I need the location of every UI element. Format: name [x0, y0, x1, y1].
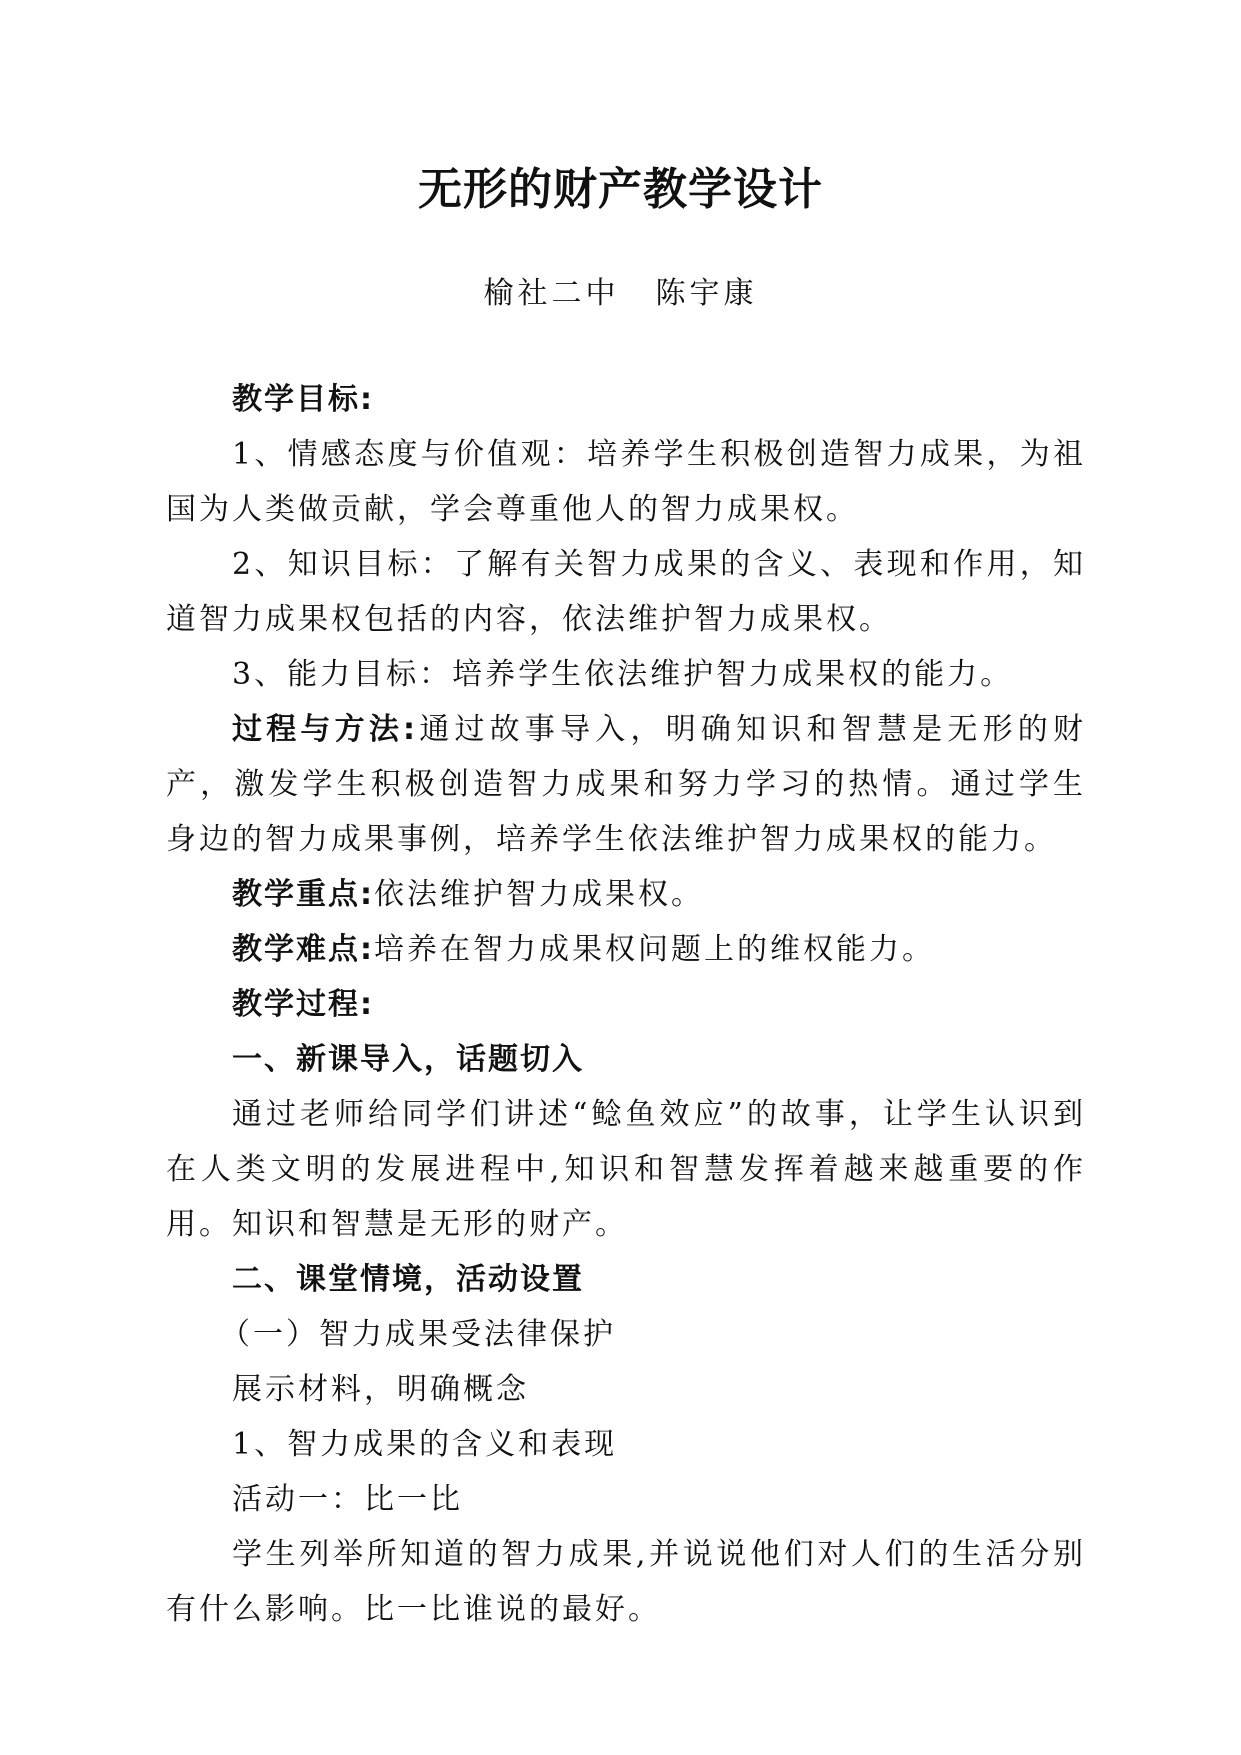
key-point-paragraph: [166, 867, 1086, 922]
goals-heading: 教学目标:: [232, 382, 374, 417]
goal-2: 2、知识目标：了解有关智力成果的含义、表现和作用，知道智力成果权包括的内容，依法维护智力成果权。: [166, 547, 1086, 637]
part-1-text: 通过老师给同学们讲述“鲶鱼效应”的故事，让学生认识到在人类文明的发展进程中,知识和智慧发挥着越来越重要的作用。知识和智慧是无形的财产。: [166, 1097, 1086, 1242]
difficulty-label: 教学难点:: [232, 932, 374, 967]
author-line: [0, 272, 1241, 316]
activity-1-text: 学生列举所知道的智力成果,并说说他们对人们的生活分别有什么影响。比一比谁说的最好。: [166, 1537, 1086, 1627]
difficulty-paragraph: [166, 922, 1086, 977]
process-heading: 教学过程:: [232, 987, 374, 1022]
author-name: 陈宇康: [655, 276, 758, 311]
goal-3: 3、能力目标：培养学生依法维护智力成果权的能力。: [232, 657, 1014, 692]
subsection-1-line: 展示材料，明确概念: [232, 1372, 529, 1407]
process-method-paragraph: [166, 702, 1086, 867]
key-point-label: 教学重点:: [232, 877, 374, 912]
author-school: 榆社二中: [483, 276, 620, 311]
activity-1-heading: 活动一：比一比: [232, 1482, 463, 1517]
goal-1: 1、情感态度与价值观：培养学生积极创造智力成果，为祖国为人类做贡献，学会尊重他人的智力成果权。: [166, 437, 1086, 527]
item-1: 1、智力成果的含义和表现: [232, 1427, 618, 1462]
difficulty-text: 培养在智力成果权问题上的维权能力。: [374, 932, 935, 967]
process-method-text: 通过故事导入，明确知识和智慧是无形的财产，激发学生积极创造智力成果和努力学习的热情。通过学生身边的智力成果事例，培养学生依法维护智力成果权的能力。: [166, 712, 1087, 857]
key-point-text: 依法维护智力成果权。: [374, 877, 704, 912]
document-body: [166, 372, 1086, 1637]
subsection-1-heading: （一）智力成果受法律保护: [220, 1317, 616, 1352]
part-2-heading: 二、课堂情境，活动设置: [232, 1262, 584, 1297]
process-method-label: 过程与方法:: [232, 712, 418, 747]
document-title: 无形的财产教学设计: [418, 164, 823, 215]
part-1-heading: 一、新课导入，话题切入: [232, 1042, 584, 1077]
